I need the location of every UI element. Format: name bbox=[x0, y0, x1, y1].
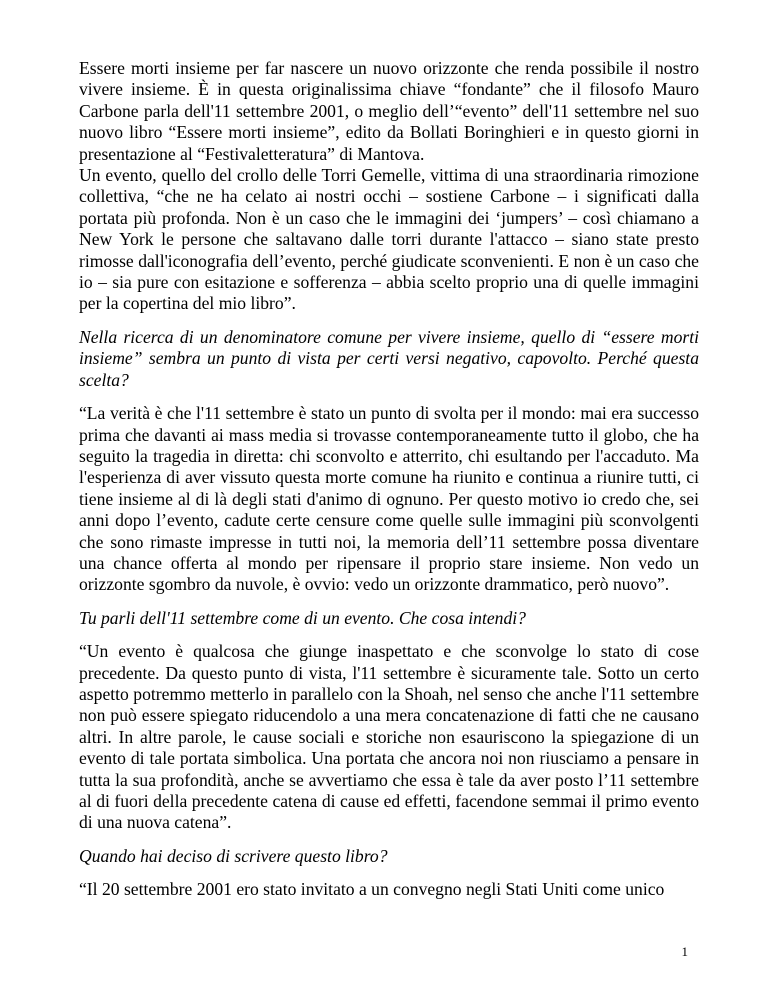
intro-paragraph: Essere morti insieme per far nascere un nuovo orizzonte che renda possibile il nostro vivere insieme. È in questa originalissima chiave “fondante” che il filosofo Mauro Carbone parla dell'11 settembre 2001, o meglio dell’“evento” dell'11 settembre nel suo nuovo libro “Essere morti insieme”, edito da Bollati Boringhieri e in questo giorni in presentazione al “Festivaletteratura” di Mantova. bbox=[79, 58, 699, 164]
interview-question: Quando hai deciso di scrivere questo libro? bbox=[79, 845, 388, 866]
interview-question: Nella ricerca di un denominatore comune per vivere insieme, quello di “essere morti insieme” sembra un punto di vista per certi versi negativo, capovolto. Perché questa scelta? bbox=[79, 326, 699, 390]
interview-answer: “Il 20 settembre 2001 ero stato invitato a un convegno negli Stati Uniti come unico bbox=[79, 879, 665, 900]
interview-question: Tu parli dell'11 settembre come di un evento. Che cosa intendi? bbox=[79, 607, 526, 628]
document-page bbox=[79, 58, 699, 901]
page-number: 1 bbox=[681, 944, 688, 959]
intro-paragraph-continued: Un evento, quello del crollo delle Torri Gemelle, vittima di una straordinaria rimozione collettiva, “che ne ha celato ai nostri occhi – sostiene Carbone – i significati dalla portata più profonda. Non è un caso che le immagini dei ‘jumpers’ – così chiamano a New York le persone che saltavano dalle torri durante l'attacco – siano state presto rimosse dall'iconografia dell’evento, perché giudicate sconvenienti. E non è un caso che io – sia pure con esitazione e sofferenza – abbia scelto proprio una di quelle immagini per la copertina del mio libro”. bbox=[79, 165, 699, 314]
interview-answer: “La verità è che l'11 settembre è stato un punto di svolta per il mondo: mai era successo prima che davanti ai mass media si trovasse contemporaneamente tutto il globo, che ha seguito la tragedia in diretta: chi sconvolto e atterrito, chi esultando per l'accaduto. Ma l'esperienza di aver vissuto questa morte comune ha riunito e continua a riunire tutti, ci tiene insieme al di là degli stati d'animo di ognuno. Per questo motivo io credo che, sei anni dopo l’evento, cadute certe censure come quelle sulle immagini più sconvolgenti che sono rimaste impresse in tutti noi, la memoria dell’11 settembre possa diventare una chance offerta al mondo per ripensare il proprio stare insieme. Non vedo un orizzonte sgombro da nuvole, è ovvio: vedo un orizzonte drammatico, però nuovo”. bbox=[79, 403, 699, 595]
interview-answer: “Un evento è qualcosa che giunge inaspettato e che sconvolge lo stato di cose precedente. Da questo punto di vista, l'11 settembre è sicuramente tale. Sotto un certo aspetto potremmo metterlo in parallelo con la Shoah, nel senso che anche l'11 settembre non può essere spiegato riducendolo a una mera concatenazione di fatti che ne causano altri. In altre parole, le cause sociali e storiche non esauriscono la spiegazione di un evento di tale portata simbolica. Una portata che ancora noi non riusciamo a pensare in tutta la sua profondità, anche se avvertiamo che essa è tale da aver posto l’11 settembre al di fuori della precedente catena di cause ed effetti, facendone semmai il primo evento di una nuova catena”. bbox=[79, 641, 699, 833]
